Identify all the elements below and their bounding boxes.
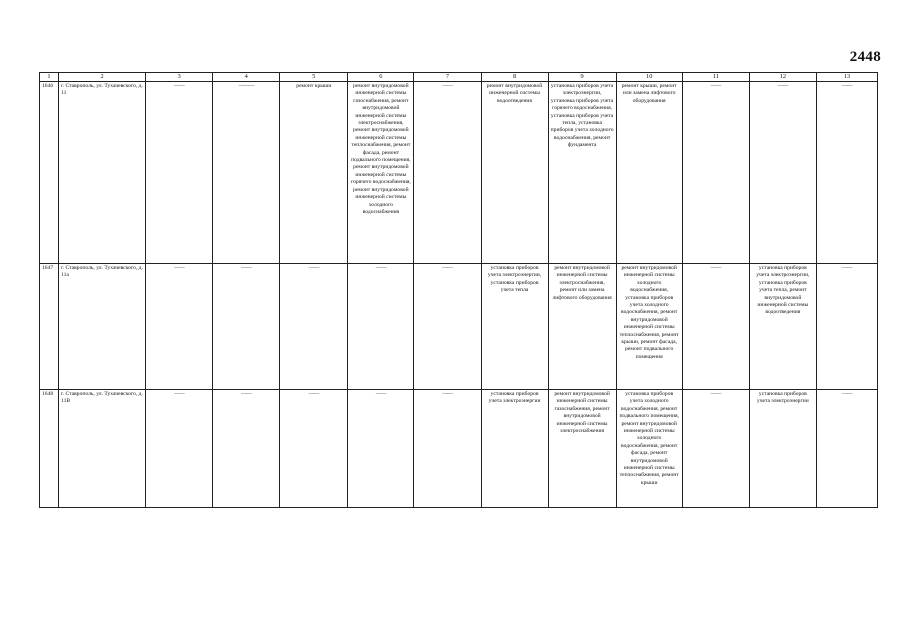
table-cell xyxy=(348,390,414,508)
dash-mark: —— xyxy=(841,391,853,397)
dash-mark: —— xyxy=(710,265,721,271)
table-cell: установка приборов учета электроэнергии xyxy=(749,390,816,508)
column-number-row xyxy=(40,73,878,82)
table-cell: ремонт внутридомовой инженерной системы газоснабжения, ремонт внутридомовой инженерной системы электроснабжения xyxy=(548,390,616,508)
dash-mark: ——— xyxy=(238,83,254,89)
dash-mark: —— xyxy=(375,265,386,271)
dash-mark: —— xyxy=(174,391,185,397)
dash-mark: —— xyxy=(241,391,252,397)
dash-mark: —— xyxy=(710,83,721,89)
dash-mark: —— xyxy=(841,265,853,271)
column-header: 12 xyxy=(749,73,816,82)
table-row xyxy=(40,264,878,390)
dash-mark: —— xyxy=(777,83,788,89)
dash-mark: —— xyxy=(174,265,185,271)
address-cell: г. Ставрополь, ул. Тухачевского, д. 11 xyxy=(59,82,146,264)
table-cell xyxy=(280,264,348,390)
table-cell: установка приборов учета электроэнергии, установка приборов учета горячего водоснабжения, установка приборов учета тепла, установка приборов учета холодного водоснабжения, ремонт фундамента xyxy=(548,82,616,264)
table-cell: ремонт внутридомовой инженерной системы холодного водоснабжения, установка приборов учета холодного водоснабжения, ремонт внутридомовой инженерной системы теплоснабжения, ремонт крыши, ремонт фасада, ремонт подвального помещения xyxy=(616,264,682,390)
table-row xyxy=(40,390,878,508)
table-cell xyxy=(682,264,749,390)
table-cell: ремонт внутридомовой инженерной системы водоотведения xyxy=(481,82,548,264)
table-cell xyxy=(816,390,877,508)
column-header: 10 xyxy=(616,73,682,82)
table-cell xyxy=(146,82,213,264)
table-cell: установка приборов учета холодного водоснабжения, ремонт подвального помещения, ремонт внутридомовой инженерной системы холодного водоснабжения, ремонт фасада, ремонт внутридомовой инженерной системы теплоснабжения, ремонт крыши xyxy=(616,390,682,508)
dash-mark: —— xyxy=(174,83,185,89)
table-cell xyxy=(213,82,280,264)
table-cell: установка приборов учета электроэнергии, установка приборов учета тепла, ремонт внутридомовой инженерной системы водоотведения xyxy=(749,264,816,390)
dash-mark: —— xyxy=(442,265,453,271)
table-cell xyxy=(749,82,816,264)
table-cell xyxy=(816,264,877,390)
address-cell: г. Ставрополь, ул. Тухачевского, д. 11а xyxy=(59,264,146,390)
row-number: 1647 xyxy=(40,264,59,390)
table-cell: ремонт крыши, ремонт или замена лифтового оборудования xyxy=(616,82,682,264)
dash-mark: —— xyxy=(442,83,453,89)
table-cell xyxy=(414,390,481,508)
table-cell xyxy=(682,390,749,508)
table-cell: ремонт внутридомовой инженерной системы электроснабжения, ремонт или замена лифтового оборудования xyxy=(548,264,616,390)
dash-mark: —— xyxy=(710,391,721,397)
table-row xyxy=(40,82,878,264)
table-cell: ремонт крыши xyxy=(280,82,348,264)
row-number: 1648 xyxy=(40,390,59,508)
column-header: 9 xyxy=(548,73,616,82)
column-header: 11 xyxy=(682,73,749,82)
dash-mark: —— xyxy=(442,391,453,397)
page-number: 2448 xyxy=(849,49,881,65)
table-cell: установка приборов учета электроэнергии xyxy=(481,390,548,508)
table-cell xyxy=(414,82,481,264)
table-cell xyxy=(146,264,213,390)
table-cell: ремонт внутридомовой инженерной системы газоснабжения, ремонт внутридомовой инженерной системы электроснабжения, ремонт внутридомовой инженерной системы теплоснабжения, ремонт фасада, ремонт подвального помещения, ремонт внутридомовой инженерной системы горячего водоснабжения, ремонт внутридомовой инженерной системы холодного водоснабжения xyxy=(348,82,414,264)
table-cell xyxy=(682,82,749,264)
table-cell xyxy=(213,264,280,390)
column-header: 6 xyxy=(348,73,414,82)
column-header: 5 xyxy=(280,73,348,82)
dash-mark: —— xyxy=(308,391,319,397)
table-cell xyxy=(816,82,877,264)
column-header: 8 xyxy=(481,73,548,82)
address-cell: г. Ставрополь, ул. Тухачевского, д. 11В xyxy=(59,390,146,508)
table-cell: установка приборов учета электроэнергии, установка приборов учета тепла xyxy=(481,264,548,390)
table-cell xyxy=(146,390,213,508)
dash-mark: —— xyxy=(841,83,853,89)
dash-mark: —— xyxy=(375,391,386,397)
table-cell xyxy=(414,264,481,390)
column-header: 1 xyxy=(40,73,59,82)
column-header: 4 xyxy=(213,73,280,82)
table-cell xyxy=(348,264,414,390)
repair-program-table xyxy=(39,72,878,508)
column-header: 7 xyxy=(414,73,481,82)
column-header: 13 xyxy=(816,73,877,82)
row-number: 1646 xyxy=(40,82,59,264)
dash-mark: —— xyxy=(241,265,252,271)
table-cell xyxy=(213,390,280,508)
dash-mark: —— xyxy=(308,265,319,271)
column-header: 3 xyxy=(146,73,213,82)
column-header: 2 xyxy=(59,73,146,82)
table-cell xyxy=(280,390,348,508)
